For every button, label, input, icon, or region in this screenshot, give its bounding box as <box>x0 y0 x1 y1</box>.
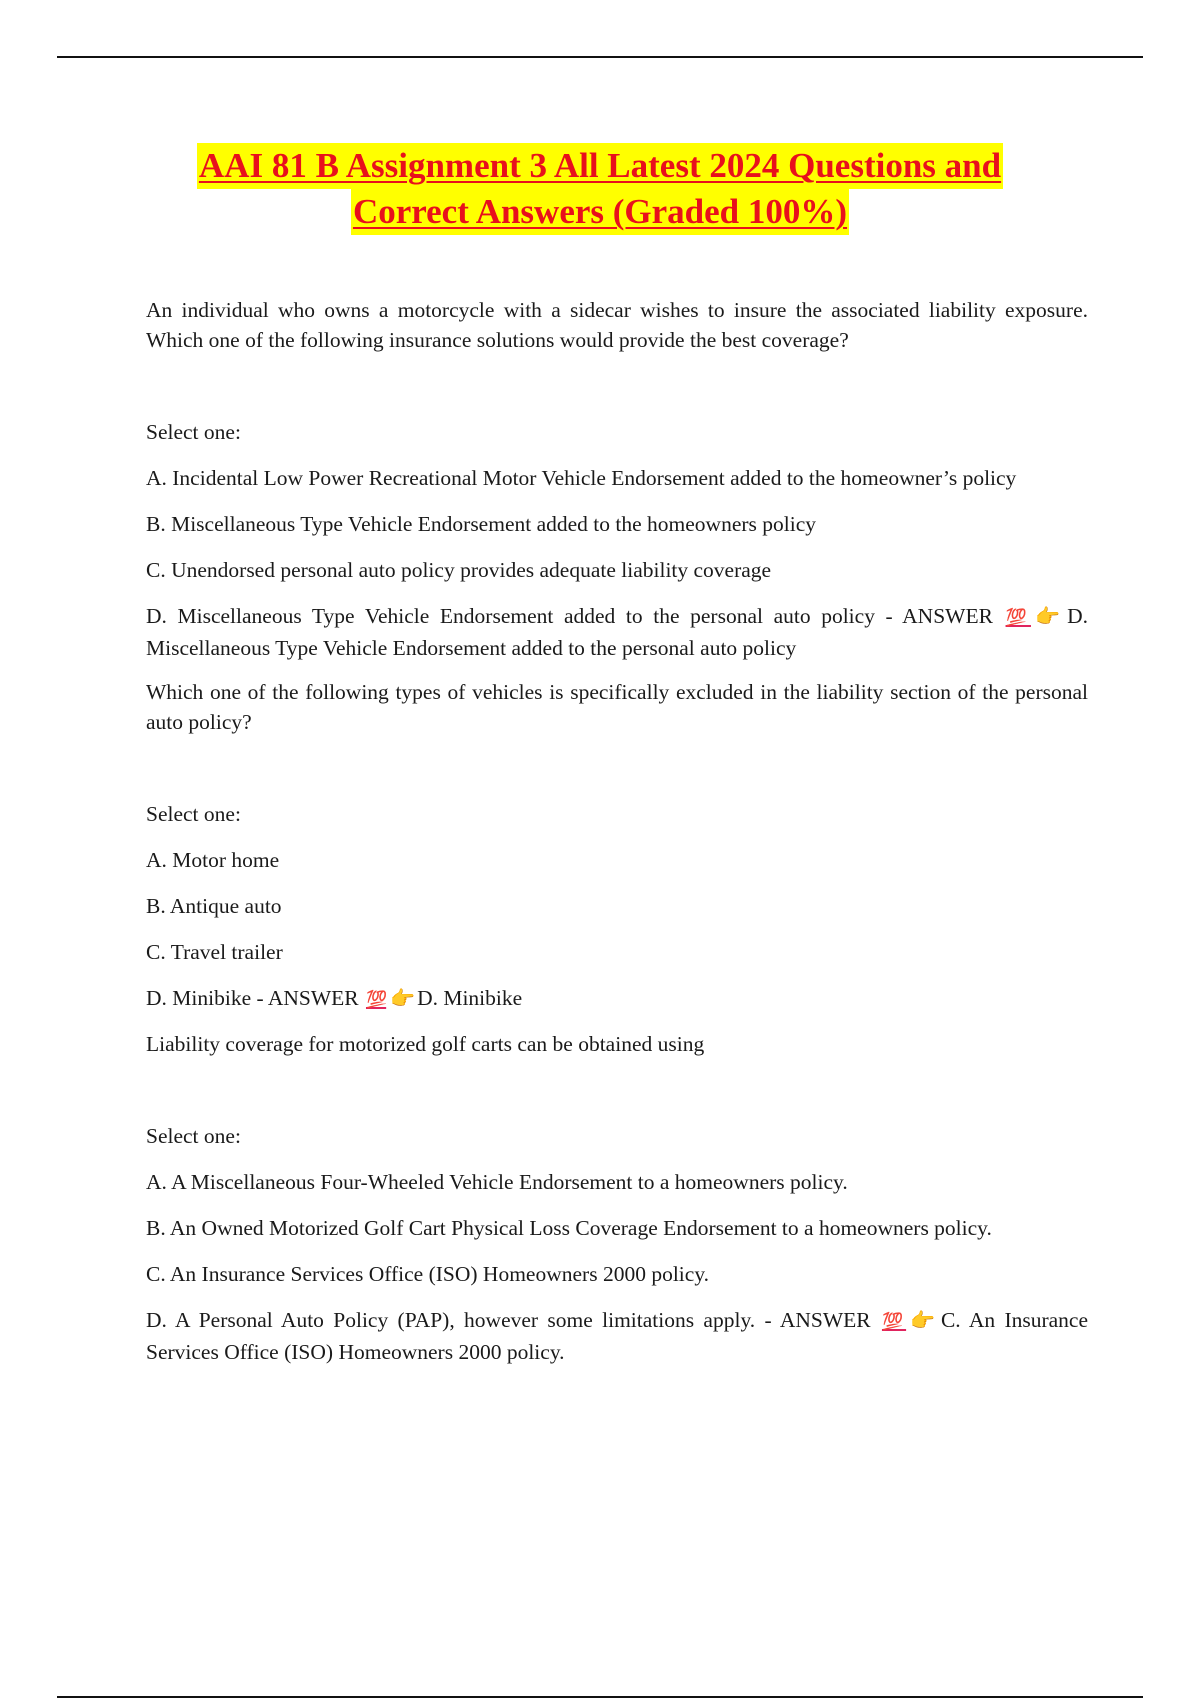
document-title <box>0 143 1200 235</box>
answer-text: D. Miscellaneous Type Vehicle Endorsement added to the personal auto policy <box>146 604 1088 660</box>
pointing-hand-icon: 👉 <box>910 1308 939 1332</box>
document-body <box>146 295 1088 1381</box>
option-b: B. Miscellaneous Type Vehicle Endorsement added to the homeowners policy <box>146 512 817 536</box>
title-line-2: Correct Answers (Graded 100%) <box>351 189 849 235</box>
select-one-label: Select one: <box>146 1124 241 1148</box>
option-d-with-answer <box>146 983 1088 1015</box>
option-a: A. Motor home <box>146 848 280 872</box>
title-line-1: AAI 81 B Assignment 3 All Latest 2024 Questions and <box>197 143 1003 189</box>
pointing-hand-icon: 👉 <box>390 986 416 1010</box>
bottom-rule <box>57 1696 1143 1698</box>
question-block-1 <box>146 295 1088 663</box>
option-a: A. Incidental Low Power Recreational Motor Vehicle Endorsement added to the homeowner’s policy <box>146 466 1017 490</box>
hundred-points-icon: 💯 <box>881 1312 907 1332</box>
hundred-points-icon: 💯 <box>365 990 387 1010</box>
option-d-with-answer <box>146 1305 1088 1367</box>
answer-text: C. An Insurance Services Office (ISO) Homeowners 2000 policy. <box>146 1308 1089 1364</box>
option-b: B. An Owned Motorized Golf Cart Physical Loss Coverage Endorsement to a homeowners policy. <box>146 1216 992 1240</box>
option-b: B. Antique auto <box>146 894 282 918</box>
select-one-label: Select one: <box>146 420 241 444</box>
option-d-text: D. Miscellaneous Type Vehicle Endorsement added to the personal auto policy - ANSWER <box>146 604 993 628</box>
option-c: C. An Insurance Services Office (ISO) Homeowners 2000 policy. <box>146 1262 710 1286</box>
pointing-hand-icon: 👉 <box>1034 604 1066 628</box>
answer-text: D. Minibike <box>417 986 523 1010</box>
option-d-text: D. A Personal Auto Policy (PAP), however some limitations apply. - ANSWER <box>146 1308 871 1332</box>
top-rule <box>57 56 1143 58</box>
question-text: An individual who owns a motorcycle with a sidecar wishes to insure the associated liability exposure. Which one of the following insurance solutions would provide the best coverage? <box>146 298 1088 352</box>
option-a: A. A Miscellaneous Four-Wheeled Vehicle Endorsement to a homeowners policy. <box>146 1170 848 1194</box>
question-block-3 <box>146 1029 1088 1367</box>
question-text: Liability coverage for motorized golf carts can be obtained using <box>146 1032 705 1056</box>
option-c: C. Travel trailer <box>146 940 283 964</box>
option-d-text: D. Minibike - ANSWER <box>146 986 359 1010</box>
option-c: C. Unendorsed personal auto policy provides adequate liability coverage <box>146 558 772 582</box>
hundred-points-icon: 💯 <box>1005 608 1031 628</box>
question-text: Which one of the following types of vehicles is specifically excluded in the liability section of the personal auto policy? <box>146 680 1088 734</box>
option-d-with-answer <box>146 601 1088 663</box>
question-block-2 <box>146 677 1088 1015</box>
select-one-label: Select one: <box>146 802 241 826</box>
